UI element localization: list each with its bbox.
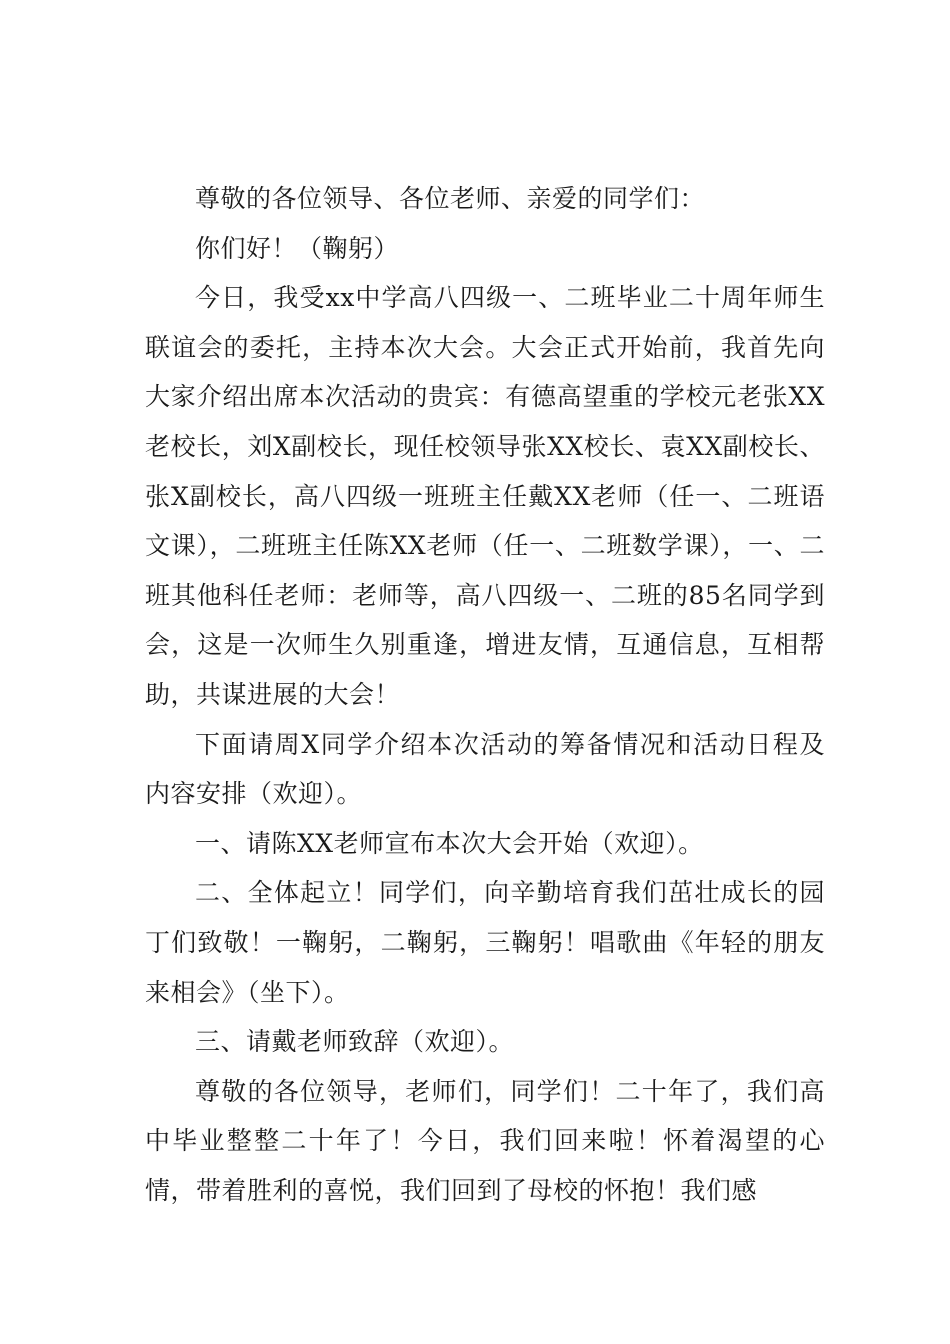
- paragraph-item-three: 三、请戴老师致辞（欢迎）。: [195, 1027, 515, 1057]
- paragraph-hello: 你们好！（鞠躬）: [195, 233, 400, 263]
- paragraph-item-one: 一、请陈XX老师宣布本次大会开始（欢迎）。: [195, 828, 704, 858]
- paragraph-speech: 尊敬的各位领导，老师们，同学们！二十年了，我们高中毕业整整二十年了！今日，我们回来啦！怀着渴望的心情，带着胜利的喜悦，我们回到了母校的怀抱！我们感: [145, 1076, 825, 1205]
- document-body: [145, 174, 825, 1215]
- paragraph-greeting: 尊敬的各位领导、各位老师、亲爱的同学们：: [195, 184, 706, 213]
- paragraph-introduction: 今日，我受xx中学高八四级一、二班毕业二十周年师生联谊会的委托，主持本次大会。大会正式开始前，我首先向大家介绍出席本次活动的贵宾：有德高望重的学校元老张XX老校长，刘X副校长，现任校领导张XX校长、袁XX副校长、张X副校长，高八四级一班班主任戴XX老师（任一、二班语文课），二班班主任陈XX老师（任一、二班数学课），一、二班其他科任老师：老师等，高八四级一、二班的85名同学到会，这是一次师生久别重逢，增进友情，互通信息，互相帮助，共谋进展的大会！: [145, 283, 825, 709]
- paragraph-schedule: 下面请周X同学介绍本次活动的筹备情况和活动日程及内容安排（欢迎）。: [145, 729, 825, 809]
- paragraph-item-two: 二、全体起立！同学们，向辛勤培育我们茁壮成长的园丁们致敬！一鞠躬，二鞠躬，三鞠躬！唱歌曲《年轻的朋友来相会》（坐下）。: [145, 878, 825, 1007]
